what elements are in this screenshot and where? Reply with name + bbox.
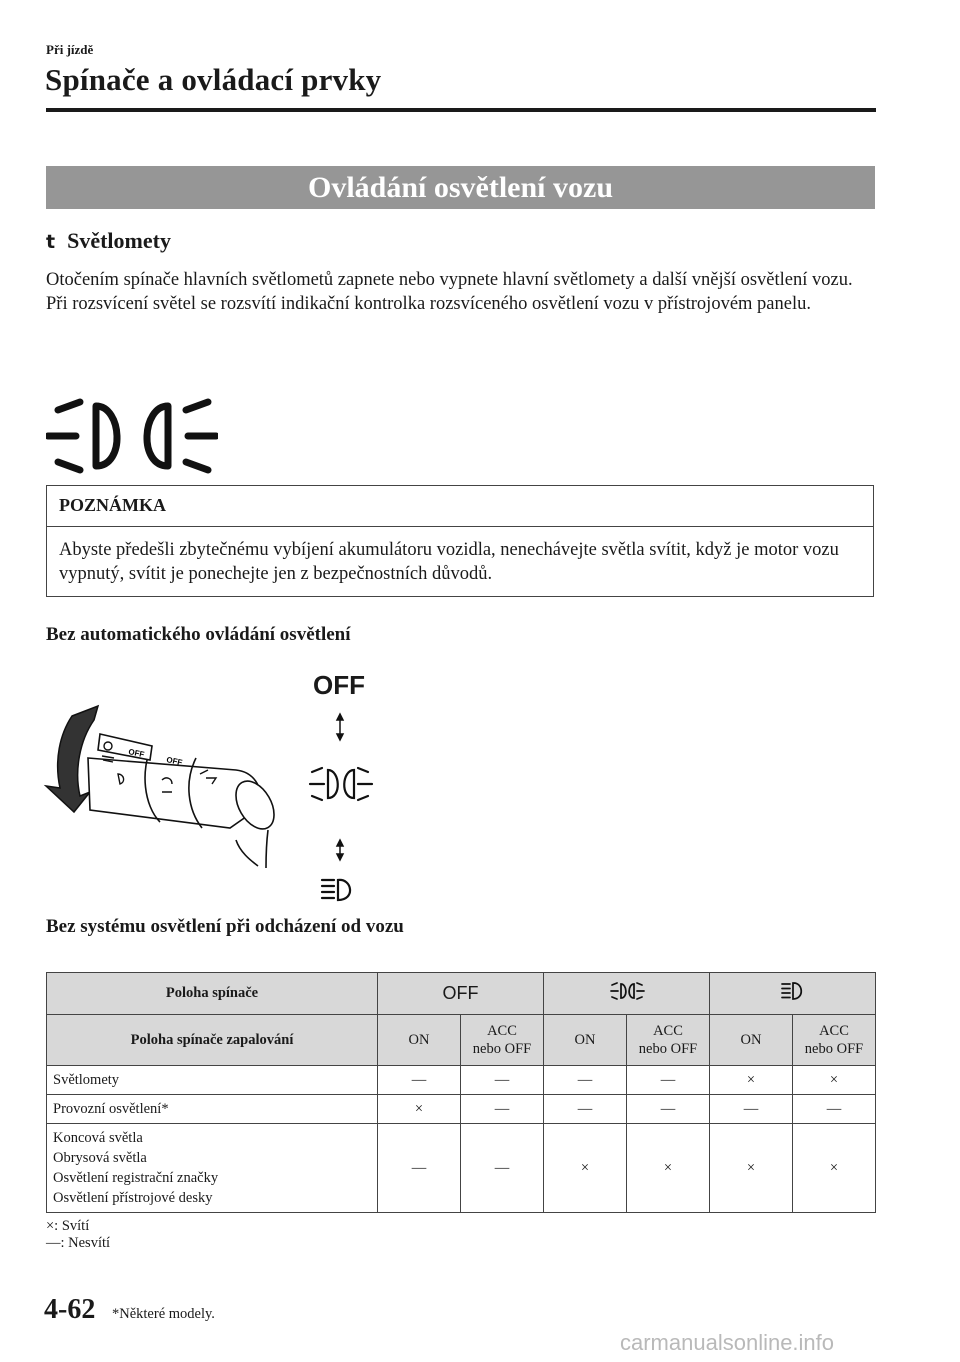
light-switch-stalk-illustration — [40, 700, 300, 870]
section-banner: Ovládání osvětlení vozu — [46, 166, 875, 209]
paragraph: Otočením spínače hlavních světlometů zapnete nebo vypnete hlavní světlomety a další vnější osvětlení vozu. — [46, 270, 853, 290]
table-cell: — — [627, 1066, 710, 1095]
table-cell: — — [461, 1066, 544, 1095]
note-title: POZNÁMKA — [47, 486, 873, 527]
ignition-position: ACC nebo OFF — [461, 1015, 544, 1066]
table-cell: — — [710, 1095, 793, 1124]
off-label: OFF — [313, 670, 365, 700]
table-cell: — — [627, 1095, 710, 1124]
legend-item: —: Nesvítí — [46, 1235, 111, 1251]
stalk-off-text: OFF — [165, 755, 184, 768]
page-title: Spínače a ovládací prvky — [45, 62, 382, 97]
table-cell: — — [461, 1095, 544, 1124]
breadcrumb: Při jízdě — [46, 42, 94, 57]
up-down-arrow-icon — [337, 840, 343, 860]
table-cell: — — [378, 1124, 461, 1213]
stalk-off-text: OFF — [127, 747, 146, 760]
table-cell: × — [710, 1124, 793, 1213]
up-down-arrow-icon — [337, 714, 343, 740]
table-cell: — — [461, 1124, 544, 1213]
parking-light-icon — [607, 980, 647, 1002]
row-label: Koncová světla Obrysová světla Osvětlení registrační značky Osvětlení přístrojové desky — [47, 1124, 378, 1213]
header-ignition-position: Poloha spínače zapalování — [47, 1015, 378, 1066]
table-cell: × — [793, 1066, 876, 1095]
note-box — [46, 485, 874, 597]
body-text — [46, 268, 876, 316]
header-low-beam — [710, 973, 876, 1015]
table-cell: — — [544, 1095, 627, 1124]
paragraph: Při rozsvícení světel se rozsvítí indikační kontrolka rozsvíceného osvětlení vozu v přístrojovém panelu. — [46, 294, 811, 314]
table-caption: Bez systému osvětlení při odcházení od vozu — [46, 916, 404, 937]
table-row — [47, 1095, 876, 1124]
table-cell: × — [378, 1095, 461, 1124]
table-cell: — — [378, 1066, 461, 1095]
note-text: Abyste předešli zbytečnému vybíjení akumulátoru vozidla, nenechávejte světla svítit, když je motor vozu vypnutý, svítit je ponechejte jen z bezpečnostních důvodů. — [59, 540, 839, 584]
table-header-row — [47, 1015, 876, 1066]
table-cell: × — [793, 1124, 876, 1213]
parking-light-icon — [310, 768, 372, 800]
table-row — [47, 1066, 876, 1095]
switch-position-indicators — [300, 712, 380, 902]
footnote: *Některé modely. — [112, 1306, 215, 1322]
lighting-table — [46, 972, 876, 1213]
table-legend — [46, 1218, 110, 1252]
title-rule — [46, 108, 876, 112]
table-header-row — [47, 973, 876, 1015]
table-cell: × — [544, 1124, 627, 1213]
legend-item: ×: Svítí — [46, 1218, 90, 1234]
ignition-position: ON — [544, 1015, 627, 1066]
ignition-position: ON — [378, 1015, 461, 1066]
table-cell: — — [793, 1095, 876, 1124]
sub-heading — [46, 228, 171, 254]
ignition-position: ACC nebo OFF — [627, 1015, 710, 1066]
header-parking-light — [544, 973, 710, 1015]
ignition-position: ON — [710, 1015, 793, 1066]
ignition-position: ACC nebo OFF — [793, 1015, 876, 1066]
table-cell: — — [544, 1066, 627, 1095]
page-number: 4-62 — [44, 1294, 96, 1325]
low-beam-icon — [322, 880, 350, 900]
header-switch-position: Poloha spínače — [47, 973, 378, 1015]
headlight-indicator-icon — [46, 396, 218, 476]
figure-caption: Bez automatického ovládání osvětlení — [46, 624, 351, 645]
row-label: Světlomety — [47, 1066, 378, 1095]
table-cell: × — [710, 1066, 793, 1095]
watermark: carmanualsonline.info — [620, 1330, 835, 1355]
sub-heading-text: Světlomety — [67, 228, 171, 253]
header-off: OFF — [378, 973, 544, 1015]
table-cell: × — [627, 1124, 710, 1213]
table-row — [47, 1124, 876, 1213]
low-beam-icon — [778, 980, 808, 1002]
row-label: Provozní osvětlení* — [47, 1095, 378, 1124]
section-marker: t — [46, 231, 56, 253]
